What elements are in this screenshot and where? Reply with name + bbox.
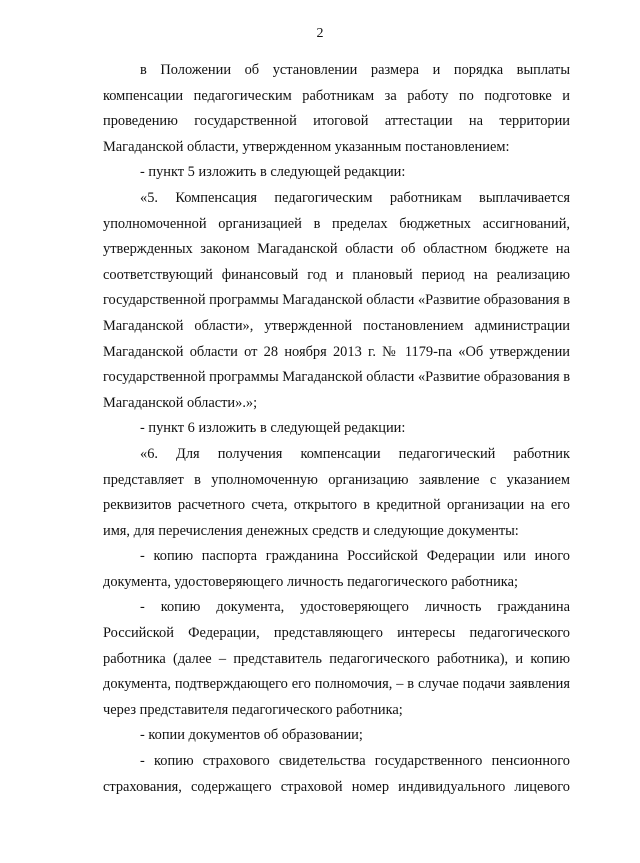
document-body bbox=[103, 58, 570, 800]
page-number: 2 bbox=[316, 26, 324, 41]
paragraph-item-6-intro: - пункт 6 изложить в следующей редакции: bbox=[140, 420, 406, 437]
list-item-pension-certificate: - копию страхового свидетельства государственного пенсионного страхования, содержащего страховой номер индивидуального лицевого bbox=[103, 753, 570, 795]
paragraph-regulation-amendment: в Положении об установлении размера и порядка выплаты компенсации педагогическим работникам за работу по подготовке и проведению государственной итоговой аттестации на территории Магаданской области, утвержденном указанным постановлением: bbox=[103, 62, 570, 155]
paragraph-item-5-intro: - пункт 5 изложить в следующей редакции: bbox=[140, 164, 406, 181]
paragraph-item-5-text: «5. Компенсация педагогическим работникам выплачивается уполномоченной организацией в пределах бюджетных ассигнований, утвержденных законом Магаданской области об областном бюджете на соответствующий финансовый год и плановый период на реализацию государственной программы Магаданской области «Развитие образования в Магаданской области», утвержденной постановлением администрации Магаданской области от 28 ноября 2013 г. № 1179-па «Об утверждении государственной программы Магаданской области «Развитие образования в Магаданской области».»; bbox=[103, 189, 570, 411]
list-item-representative-document: - копию документа, удостоверяющего личность гражданина Российской Федерации, представляющего интересы педагогического работника (далее – представитель педагогического работника), и копию документа, подтверждающего его полномочия, – в случае подачи заявления через представителя педагогического работника; bbox=[103, 599, 570, 718]
paragraph-item-6-text: «6. Для получения компенсации педагогический работник представляет в уполномоченную организацию заявление с указанием реквизитов расчетного счета, открытого в кредитной организации на его имя, для перечисления денежных средств и следующие документы: bbox=[103, 445, 570, 539]
list-item-education-documents: - копии документов об образовании; bbox=[140, 727, 363, 744]
list-item-passport-copy: - копию паспорта гражданина Российской Федерации или иного документа, удостоверяющего личность педагогического работника; bbox=[103, 548, 570, 590]
